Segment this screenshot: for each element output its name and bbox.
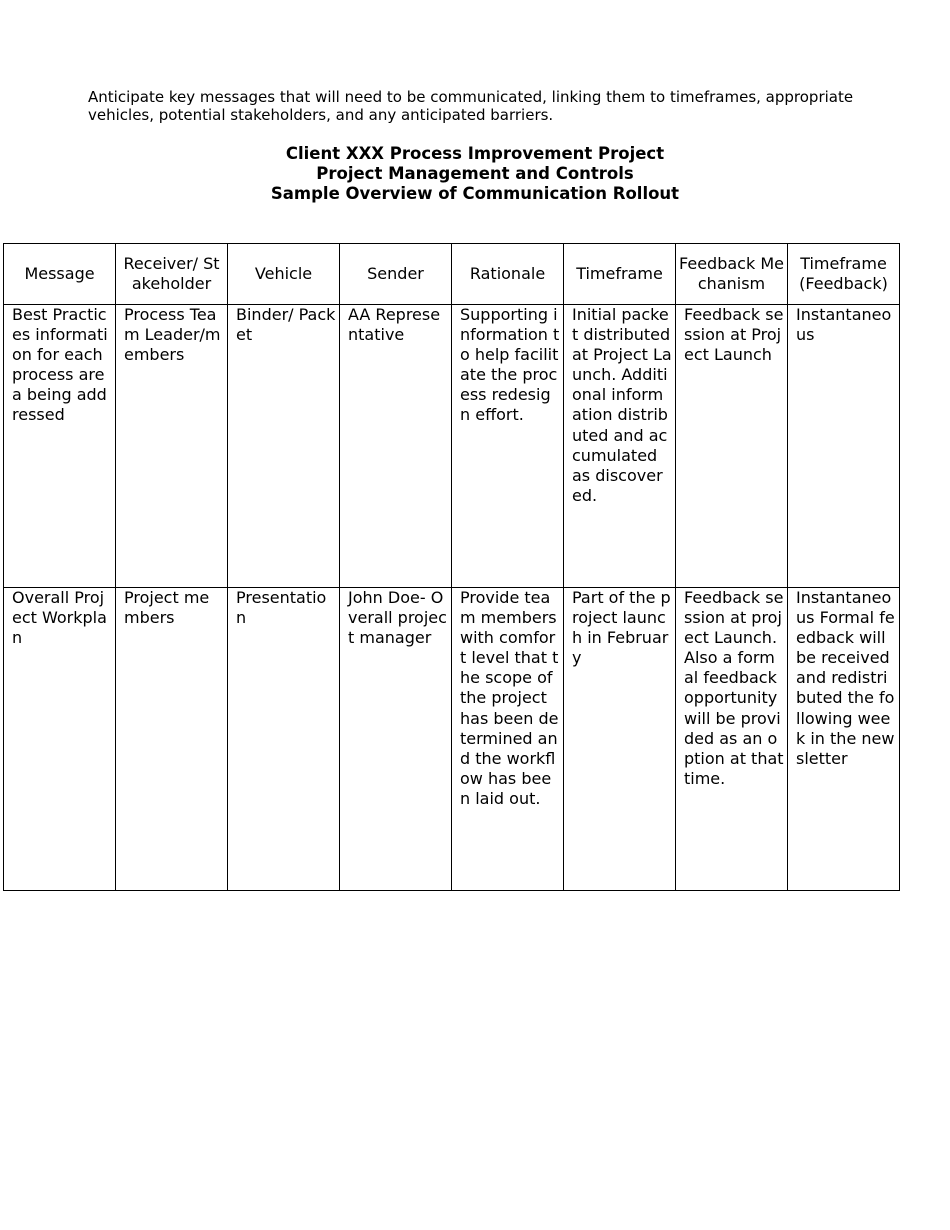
header-timeframe-feedback: Timeframe (Feedback) (788, 244, 900, 305)
cell-timeframe: Initial packet distributed at Project Launch. Additional information distributed and accumulated as discovered. (564, 305, 676, 588)
cell-vehicle: Presentation (228, 588, 340, 891)
cell-rationale: Provide team members with comfort level that the scope of the project has been determined and the workflow has been laid out. (452, 588, 564, 891)
table-header-row (4, 244, 900, 305)
table-row (4, 588, 900, 891)
cell-vehicle: Binder/ Packet (228, 305, 340, 588)
cell-feedback-mechanism: Feedback session at project Launch. Also a formal feedback opportunity will be provided as an option at that time. (676, 588, 788, 891)
cell-receiver-stakeholder: Project members (116, 588, 228, 891)
header-feedback-mechanism: Feedback Mechanism (676, 244, 788, 305)
header-message: Message (4, 244, 116, 305)
cell-feedback-mechanism: Feedback session at Project Launch (676, 305, 788, 588)
cell-sender: John Doe- Overall project manager (340, 588, 452, 891)
cell-timeframe-feedback: Instantaneous (788, 305, 900, 588)
cell-message: Best Practices information for each process area being addressed (4, 305, 116, 588)
title-line-project: Client XXX Process Improvement Project (285, 144, 665, 163)
communication-rollout-table (3, 243, 900, 891)
cell-timeframe: Part of the project launch in February (564, 588, 676, 891)
header-rationale: Rationale (452, 244, 564, 305)
header-vehicle: Vehicle (228, 244, 340, 305)
cell-timeframe-feedback: Instantaneous Formal feedback will be received and redistributed the following week in the newsletter (788, 588, 900, 891)
intro-text: Anticipate key messages that will need to be communicated, linking them to timeframes, appropriate vehicles, potential stakeholders, and any anticipated barriers. (88, 88, 854, 124)
cell-sender: AA Representative (340, 305, 452, 588)
header-receiver-stakeholder: Receiver/ Stakeholder (116, 244, 228, 305)
title-line-rollout: Sample Overview of Communication Rollout (270, 184, 680, 203)
document-title-block (0, 144, 950, 204)
table-row (4, 305, 900, 588)
title-line-management: Project Management and Controls (316, 164, 634, 183)
cell-message: Overall Project Workplan (4, 588, 116, 891)
header-sender: Sender (340, 244, 452, 305)
cell-receiver-stakeholder: Process Team Leader/members (116, 305, 228, 588)
header-timeframe: Timeframe (564, 244, 676, 305)
cell-rationale: Supporting information to help facilitate the process redesign effort. (452, 305, 564, 588)
